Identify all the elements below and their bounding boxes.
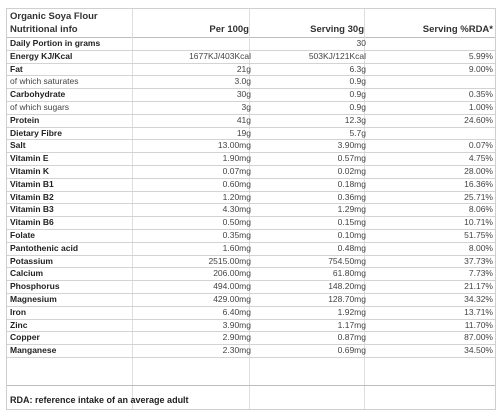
- value-per-100g: 41g: [236, 114, 251, 125]
- value-serving: 61.80mg: [332, 268, 366, 279]
- value-per-100g: 30g: [236, 89, 251, 100]
- rda-footnote: RDA: reference intake of an average adult: [10, 395, 189, 405]
- value-serving: 0.02mg: [337, 165, 366, 176]
- table-header: [7, 9, 495, 38]
- nutrient-name: Carbohydrate: [10, 89, 66, 100]
- value-per-100g: 21g: [236, 63, 251, 74]
- value-serving: 0.48mg: [337, 242, 366, 253]
- value-serving: 128.70mg: [328, 293, 366, 304]
- value-rda: 9.00%: [468, 63, 493, 74]
- value-per-100g: 1.90mg: [222, 153, 251, 164]
- value-serving: 12.3g: [344, 114, 366, 125]
- table-row: [7, 76, 495, 89]
- value-per-100g: 1.20mg: [222, 191, 251, 202]
- nutrient-name: Dietary Fibre: [10, 127, 62, 138]
- table-row: [7, 128, 495, 141]
- value-rda: 37.73%: [464, 255, 493, 266]
- value-rda: 51.75%: [464, 229, 493, 240]
- nutrient-name: Energy KJ/Kcal: [10, 50, 73, 61]
- value-rda: 10.71%: [464, 217, 493, 228]
- nutrient-name: Phosphorus: [10, 281, 60, 292]
- value-per-100g: 4.30mg: [222, 204, 251, 215]
- value-per-100g: 2.90mg: [222, 332, 251, 343]
- nutrient-name: Protein: [10, 114, 40, 125]
- value-per-100g: 2515.00mg: [208, 255, 251, 266]
- value-serving: 5.7g: [349, 127, 366, 138]
- value-rda: 7.73%: [468, 268, 493, 279]
- nutrient-name: Calcium: [10, 268, 44, 279]
- value-rda: 0.07%: [468, 140, 493, 151]
- value-serving: 0.10mg: [337, 229, 366, 240]
- value-rda: 4.75%: [468, 153, 493, 164]
- value-serving: 0.18mg: [337, 178, 366, 189]
- nutrient-name: Daily Portion in grams: [10, 38, 101, 48]
- nutrient-name: Folate: [10, 229, 36, 240]
- value-serving: 503KJ/121Kcal: [308, 50, 366, 61]
- value-serving: 0.9g: [349, 89, 366, 100]
- value-serving: 1.92mg: [337, 306, 366, 317]
- value-serving: 0.57mg: [337, 153, 366, 164]
- value-serving: 1.29mg: [337, 204, 366, 215]
- value-per-100g: 2.30mg: [222, 345, 251, 356]
- table-row: [7, 102, 495, 115]
- table-row: [7, 332, 495, 345]
- table-row: [7, 204, 495, 217]
- value-serving: 754.50mg: [328, 255, 366, 266]
- value-serving: 148.20mg: [328, 281, 366, 292]
- value-per-100g: 0.35mg: [222, 229, 251, 240]
- nutrient-name: Vitamin B1: [10, 178, 54, 189]
- value-per-100g: 3.0g: [234, 76, 251, 87]
- value-per-100g: 1677KJ/403Kcal: [189, 50, 251, 61]
- table-row: [7, 320, 495, 333]
- table-row: [7, 230, 495, 243]
- value-per-100g: 494.00mg: [213, 281, 251, 292]
- nutrient-name: of which saturates: [10, 76, 79, 87]
- table-row: [7, 217, 495, 230]
- value-rda: 1.00%: [468, 101, 493, 112]
- table-row: [7, 243, 495, 256]
- table-body: [7, 38, 495, 358]
- value-serving: 6.3g: [349, 63, 366, 74]
- column-header-per-100g: Per 100g: [209, 24, 249, 35]
- value-rda: 0.35%: [468, 89, 493, 100]
- value-rda: 8.00%: [468, 242, 493, 253]
- value-serving: 0.9g: [349, 101, 366, 112]
- table-row: [7, 153, 495, 166]
- value-serving: 0.87mg: [337, 332, 366, 343]
- nutrient-name: Zinc: [10, 319, 28, 330]
- table-row: [7, 38, 495, 51]
- value-rda: 16.36%: [464, 178, 493, 189]
- value-per-100g: 429.00mg: [213, 293, 251, 304]
- table-row: [7, 307, 495, 320]
- nutrient-name: Manganese: [10, 345, 57, 356]
- table-row: [7, 281, 495, 294]
- table-row: [7, 140, 495, 153]
- value-per-100g: 0.07mg: [222, 165, 251, 176]
- value-serving: 3.90mg: [337, 140, 366, 151]
- value-per-100g: 1.60mg: [222, 242, 251, 253]
- value-serving: 0.9g: [349, 76, 366, 87]
- table-row: [7, 256, 495, 269]
- nutrition-table: [6, 8, 496, 410]
- nutrient-name: Vitamin E: [10, 153, 49, 164]
- nutrient-name: Vitamin B2: [10, 191, 54, 202]
- nutrient-name: Magnesium: [10, 293, 57, 304]
- table-row: [7, 115, 495, 128]
- value-per-100g: 206.00mg: [213, 268, 251, 279]
- value-rda: 11.70%: [464, 319, 493, 330]
- value-rda: 34.32%: [464, 293, 493, 304]
- value-rda: 24.60%: [464, 114, 493, 125]
- nutrient-name: Fat: [10, 63, 23, 74]
- value-rda: 8.06%: [468, 204, 493, 215]
- table-row: [7, 64, 495, 77]
- nutrient-name: Salt: [10, 140, 26, 151]
- value-rda: 28.00%: [464, 165, 493, 176]
- nutrient-name: of which sugars: [10, 101, 70, 112]
- column-header-serving: Serving 30g: [310, 24, 364, 35]
- nutrient-name: Vitamin B3: [10, 204, 54, 215]
- value-per-100g: 19g: [236, 127, 251, 138]
- value-rda: 5.99%: [468, 50, 493, 61]
- value-rda: 13.71%: [464, 306, 493, 317]
- nutrient-name: Vitamin K: [10, 165, 50, 176]
- value-per-100g: 6.40mg: [222, 306, 251, 317]
- nutrient-name: Copper: [10, 332, 40, 343]
- table-row: [7, 192, 495, 205]
- value-per-100g: 13.00mg: [217, 140, 251, 151]
- value-serving: 0.69mg: [337, 345, 366, 356]
- table-row: [7, 166, 495, 179]
- value-rda: 34.50%: [464, 345, 493, 356]
- value-rda: 21.17%: [464, 281, 493, 292]
- table-row: [7, 268, 495, 281]
- value-serving: 0.36mg: [337, 191, 366, 202]
- value-rda: 87.00%: [464, 332, 493, 343]
- nutrient-name: Iron: [10, 306, 27, 317]
- table-row: [7, 179, 495, 192]
- value-serving: 0.15mg: [337, 217, 366, 228]
- table-row: [7, 294, 495, 307]
- value-per-100g: 3.90mg: [222, 319, 251, 330]
- table-row: [7, 51, 495, 64]
- value-per-100g: 0.60mg: [222, 178, 251, 189]
- value-per-100g: 0.50mg: [222, 217, 251, 228]
- nutrient-name: Vitamin B6: [10, 217, 54, 228]
- nutrient-name: Potassium: [10, 255, 53, 266]
- value-rda: 25.71%: [464, 191, 493, 202]
- value-per-100g: 3g: [241, 101, 251, 112]
- value-serving: 30: [356, 38, 366, 48]
- column-header-rda: Serving %RDA*: [422, 24, 493, 35]
- product-title: Organic Soya Flour: [10, 11, 98, 22]
- table-row: [7, 345, 495, 358]
- value-serving: 1.17mg: [337, 319, 366, 330]
- nutrient-name: Pantothenic acid: [10, 242, 79, 253]
- table-subtitle: Nutritional info: [10, 24, 78, 35]
- table-row: [7, 89, 495, 102]
- footer-divider: [7, 385, 495, 386]
